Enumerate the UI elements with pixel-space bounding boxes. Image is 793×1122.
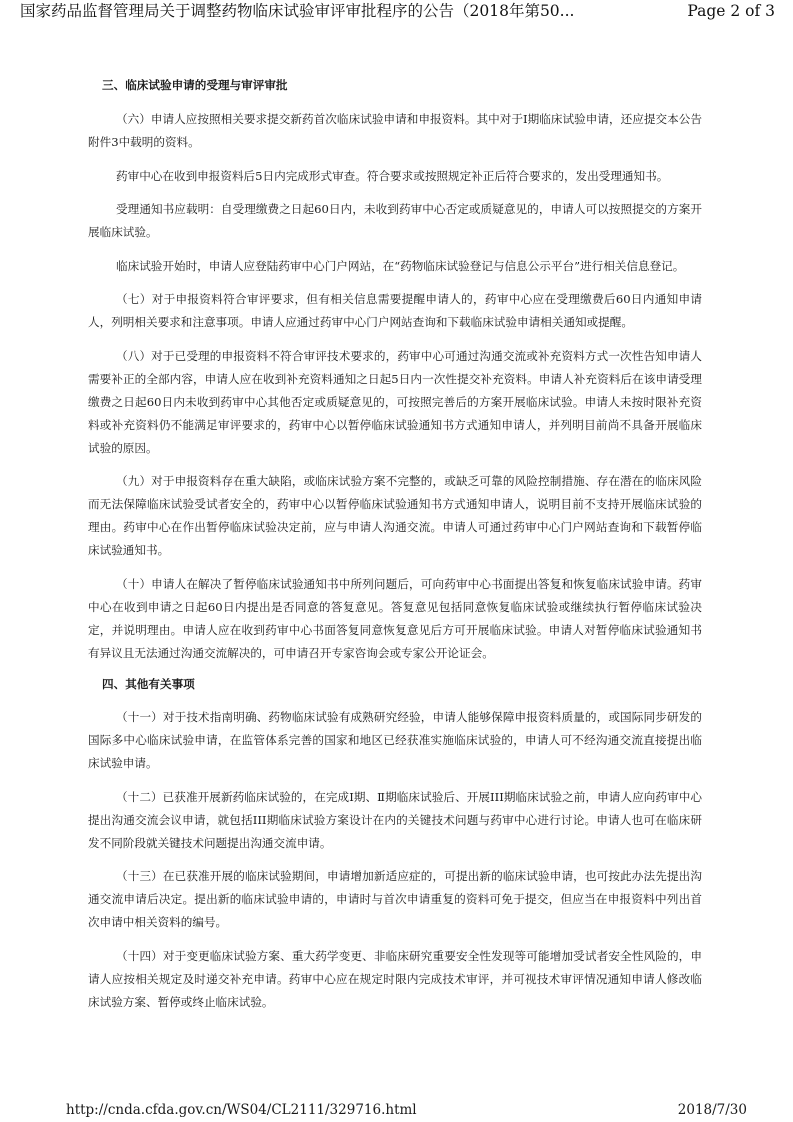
paragraph-14: （十四）对于变更临床试验方案、重大药学变更、非临床研究重要安全性发现等可能增加受试者安全性风险的，申请人应按相关规定及时递交补充申请。药审中心应在规定时限内完成技术审评，并可视技术审评情况通知申请人修改临床试验方案、暂停或终止临床试验。: [88, 948, 702, 1009]
paragraph-6: （六）申请人应按照相关要求提交新药首次临床试验申请和申报资料。其中对于I期临床试验申请，还应提交本公告附件3中载明的资料。: [88, 112, 702, 149]
footer-url: http://cnda.cfda.gov.cn/WS04/CL2111/329716.html: [66, 1102, 417, 1118]
section-heading-3: 三、临床试验申请的受理与审评审批: [102, 78, 288, 92]
paragraph-10: （十）申请人在解决了暂停临床试验通知书中所列问题后，可向药审中心书面提出答复和恢复临床试验申请。药审中心在收到申请之日起60日内提出是否同意的答复意见。答复意见包括同意恢复临床试验或继续执行暂停临床试验决定，并说明理由。申请人应在收到药审中心书面答复同意恢复意见后方可开展临床试验。申请人对暂停临床试验通知书有异议且无法通过沟通交流解决的，可申请召开专家咨询会或专家公开论证会。: [88, 576, 702, 660]
footer-date: 2018/7/30: [677, 1102, 747, 1118]
paragraph-formal-review: 药审中心在收到申报资料后5日内完成形式审查。符合要求或按照规定补正后符合要求的，发出受理通知书。: [116, 168, 669, 183]
header-title: 国家药品监督管理局关于调整药物临床试验审评审批程序的公告（2018年第50...: [20, 2, 575, 20]
paragraph-11: （十一）对于技术指南明确、药物临床试验有成熟研究经验，申请人能够保障申报资料质量的，或国际同步研发的国际多中心临床试验申请，在监管体系完善的国家和地区已经获准实施临床试验的，申请人可不经沟通交流直接提出临床试验申请。: [88, 710, 702, 770]
paragraph-12: （十二）已获准开展新药临床试验的，在完成Ⅰ期、Ⅱ期临床试验后、开展III期临床试验之前，申请人应向药审中心提出沟通交流会议申请，就包括III期临床试验方案设计在内的关键技术问题与药审中心进行讨论。申请人也可在临床研发不同阶段就关键技术问题提出沟通交流申请。: [88, 789, 702, 850]
paragraph-13: （十三）在已获准开展的临床试验期间，申请增加新适应症的，可提出新的临床试验申请，也可按此办法先提出沟通交流申请后决定。提出新的临床试验申请的，申请时与首次申请重复的资料可免于提交，但应当在申报资料中列出首次申请中相关资料的编号。: [88, 869, 702, 929]
section-heading-4: 四、其他有关事项: [102, 677, 195, 691]
paragraph-7: （七）对于申报资料符合审评要求，但有相关信息需要提醒申请人的，药审中心应在受理缴费后60日内通知申请人，列明相关要求和注意事项。申请人应通过药审中心门户网站查询和下载临床试验申请相关通知或提醒。: [88, 292, 702, 329]
paragraph-9: （九）对于申报资料存在重大缺陷，或临床试验方案不完整的，或缺乏可靠的风险控制措施、存在潜在的临床风险而无法保障临床试验受试者安全的，药审中心以暂停临床试验通知书方式通知申请人，说明目前不支持开展临床试验的理由。药审中心在作出暂停临床试验决定前，应与申请人沟通交流。申请人可通过药审中心门户网站查询和下载暂停临床试验通知书。: [88, 474, 702, 557]
document-body: [88, 74, 702, 1024]
paragraph-8: （八）对于已受理的申报资料不符合审评技术要求的，药审中心可通过沟通交流或补充资料方式一次性告知申请人需要补正的全部内容，申请人应在收到补充资料通知之日起5日内一次性提交补充资料。申请人补充资料后在该申请受理缴费之日起60日内未收到药审中心其他否定或质疑意见的，可按照完善后的方案开展临床试验。申请人未按时限补充资料或补充资料仍不能满足审评要求的，药审中心以暂停临床试验通知书方式通知申请人，并列明目前尚不具备开展临床试验的原因。: [88, 348, 702, 455]
page-indicator: Page 2 of 3: [687, 2, 775, 20]
paragraph-acceptance-notice: 受理通知书应载明：自受理缴费之日起60日内，未收到药审中心否定或质疑意见的，申请人可以按照提交的方案开展临床试验。: [88, 202, 702, 239]
paragraph-trial-registration: 临床试验开始时，申请人应登陆药审中心门户网站，在“药物临床试验登记与信息公示平台”进行相关信息登记。: [116, 258, 685, 273]
